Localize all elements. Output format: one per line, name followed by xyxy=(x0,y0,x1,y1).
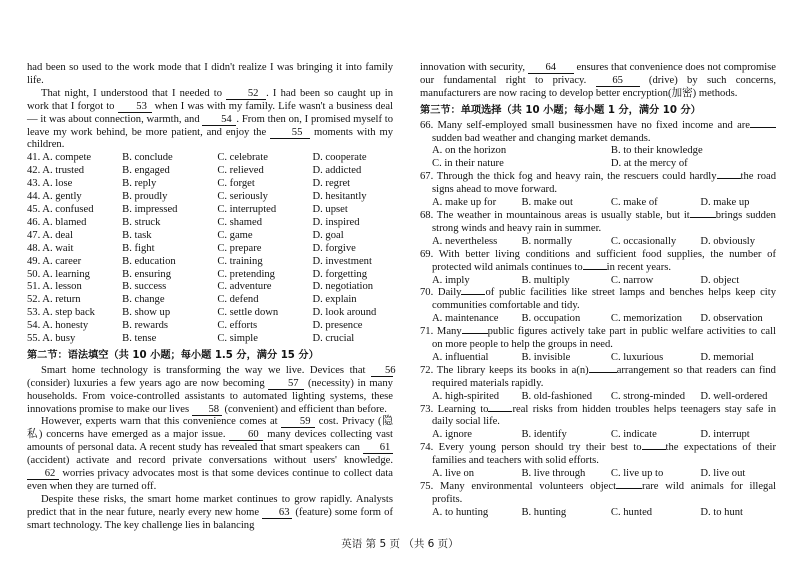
answer-blank xyxy=(589,372,617,373)
option-row-49 xyxy=(27,256,393,269)
option-row-55 xyxy=(27,333,393,346)
option: 52. A. return xyxy=(27,294,81,306)
blank-56: 56 xyxy=(371,366,393,377)
text: Smart home technology is transforming the way we live. Devices that xyxy=(41,364,366,376)
option: D. hesitantly xyxy=(312,191,367,203)
option: B. struck xyxy=(122,216,161,228)
option-row-54 xyxy=(27,320,393,333)
option-row-46 xyxy=(27,217,393,230)
text: (convenient) and efficient than before. xyxy=(224,403,387,415)
option: A. ignore xyxy=(432,429,473,441)
grammar-paragraph-2 xyxy=(27,416,393,493)
option: C. memorization xyxy=(610,313,683,325)
text: 71. Many xyxy=(420,326,462,338)
option: B. impressed xyxy=(122,203,178,215)
option-row-52 xyxy=(27,294,393,307)
question-stem xyxy=(420,287,776,313)
question-73 xyxy=(420,404,776,443)
right-column xyxy=(420,62,776,520)
option: C. strong-minded xyxy=(610,390,686,402)
option: B. identify xyxy=(521,429,567,441)
option: D. regret xyxy=(312,178,351,190)
option: C. prepare xyxy=(217,242,262,254)
text: 66. Many self-employed small businessmen have no fixed income and are xyxy=(420,119,750,131)
text: public figures actively take part in public welfare activities to call on more people to help the groups in need. xyxy=(432,326,776,351)
option: 43. A. lose xyxy=(27,178,73,190)
text: in recent years. xyxy=(606,261,672,273)
blank-65: 65 xyxy=(596,76,640,87)
answer-blank xyxy=(750,127,776,128)
blank-54: 54 xyxy=(202,115,236,126)
blank-64: 64 xyxy=(528,63,574,74)
question-stem xyxy=(420,481,776,507)
option: A. maintenance xyxy=(432,313,499,325)
option: C. seriously xyxy=(217,191,268,203)
option: 49. A. career xyxy=(27,255,82,267)
option: A. live on xyxy=(432,468,475,480)
question-67 xyxy=(420,171,776,210)
option: C. shamed xyxy=(217,216,263,228)
question-66 xyxy=(420,120,776,172)
option: D. explain xyxy=(312,294,357,306)
option: C. settle down xyxy=(217,307,279,319)
question-71 xyxy=(420,326,776,365)
blank-55: 55 xyxy=(270,128,310,139)
option: D. object xyxy=(700,274,740,286)
question-stem xyxy=(420,210,776,236)
grammar-paragraph-continued xyxy=(420,62,776,101)
option: 50. A. learning xyxy=(27,268,90,280)
text: Despite these risks, the smart home market continues to grow rapidly. Analysts predict that in the near future, nearly every new home xyxy=(27,493,393,518)
section-2-title: 第二节：语法填空（共 10 小题；每小题 1.5 分，满分 15 分） xyxy=(27,349,319,361)
question-stem xyxy=(420,171,776,197)
question-69 xyxy=(420,249,776,288)
option: B. to their knowledge xyxy=(610,145,703,157)
option: D. negotiation xyxy=(312,281,374,293)
question-stem xyxy=(420,120,776,146)
option: B. rewards xyxy=(122,320,169,332)
cloze-paragraph xyxy=(27,88,393,153)
option: C. efforts xyxy=(217,320,258,332)
option: C. defend xyxy=(217,294,259,306)
option: D. memorial xyxy=(700,351,754,363)
option: B. old-fashioned xyxy=(521,390,593,402)
grammar-paragraph-3 xyxy=(27,494,393,533)
option: 55. A. busy xyxy=(27,333,76,345)
option: 46. A. blamed xyxy=(27,216,87,228)
option: C. occasionally xyxy=(610,235,677,247)
option: C. simple xyxy=(217,333,258,345)
blank-58: 58 xyxy=(192,405,222,416)
option: B. conclude xyxy=(122,152,173,164)
text: 67. Through the thick fog and heavy rain, the rescuers could hardly xyxy=(420,171,717,183)
text: of public facilities like street lamps and benches helps keep city communities comfortable and tidy. xyxy=(432,287,776,312)
options xyxy=(420,507,776,520)
options xyxy=(420,391,776,404)
option: D. live out xyxy=(700,468,746,480)
option: C. interrupted xyxy=(217,203,277,215)
answer-blank xyxy=(462,333,488,334)
option-row-42 xyxy=(27,165,393,178)
option: B. success xyxy=(122,281,167,293)
option: B. education xyxy=(122,255,176,267)
text: 74. Every young person should try their best to xyxy=(420,442,642,454)
option: D. upset xyxy=(312,203,348,215)
blank-63: 63 xyxy=(262,508,292,519)
option: 42. A. trusted xyxy=(27,165,85,177)
option: D. cooperate xyxy=(312,152,367,164)
text: . I had been so caught up in work that I forgot to xyxy=(27,87,393,112)
option: D. observation xyxy=(700,313,763,325)
text: many devices collecting vast amounts of personal data. A recent study has revealed that smart speakers can xyxy=(27,429,393,454)
option: B. multiply xyxy=(521,274,570,286)
option: A. high-spirited xyxy=(432,390,500,402)
option: C. training xyxy=(217,255,263,267)
option: C. pretending xyxy=(217,268,275,280)
blank-62: 62 xyxy=(27,469,59,480)
answer-blank xyxy=(717,178,741,179)
option: B. live through xyxy=(521,468,586,480)
text: the expectations of their families and teachers with solid efforts. xyxy=(432,442,776,467)
option: C. celebrate xyxy=(217,152,268,164)
text: (drive) by such concerns, manufacturers are now racing to develop better encryption(加密) methods. xyxy=(420,74,776,99)
option: A. on the horizon xyxy=(432,145,507,157)
blank-60: 60 xyxy=(229,430,263,441)
answer-blank xyxy=(616,488,642,489)
option: C. in their nature xyxy=(432,158,504,170)
option: 44. A. gently xyxy=(27,191,82,203)
text: 69. With better living conditions and sufficient food supplies, the number of protected wild animals continues to xyxy=(420,248,776,273)
option: B. tense xyxy=(122,333,157,345)
option-row-48 xyxy=(27,243,393,256)
text: moments with my children. xyxy=(27,126,393,151)
option: C. make of xyxy=(610,197,658,209)
option: B. task xyxy=(122,229,152,241)
option: B. fight xyxy=(122,242,155,254)
text: the road signs ahead to move forward. xyxy=(432,171,776,196)
text: That night, I understood that I needed to xyxy=(41,87,222,99)
text: (feature) some form of smart technology. The key challenge lies in balancing xyxy=(27,506,393,531)
option: 47. A. deal xyxy=(27,229,73,241)
text: real risks from hidden troubles helps teenagers stay safe in daily social life. xyxy=(432,403,776,428)
options xyxy=(420,352,776,365)
text: 73. Learning to xyxy=(420,403,489,415)
option: C. hunted xyxy=(610,506,653,518)
option-row-45 xyxy=(27,204,393,217)
option: D. goal xyxy=(312,229,344,241)
question-stem xyxy=(420,442,776,468)
option-row-50 xyxy=(27,269,393,282)
cloze-options xyxy=(27,152,393,346)
option: A. imply xyxy=(432,274,470,286)
text: 75. Many environmental volunteers object xyxy=(420,481,617,492)
blank-52: 52 xyxy=(226,89,266,100)
option: B. hunting xyxy=(521,506,567,518)
grammar-paragraph-1 xyxy=(27,364,396,417)
option: D. investment xyxy=(312,255,372,267)
option: D. well-ordered xyxy=(700,390,768,402)
option: D. presence xyxy=(312,320,363,332)
text: rare wild animals for illegal profits. xyxy=(432,481,776,505)
option: A. influential xyxy=(432,351,489,363)
question-stem xyxy=(420,326,776,352)
text: ensures that convenience does not compromise our fundamental right to privacy. xyxy=(420,62,776,86)
answer-blank xyxy=(488,411,512,412)
option: C. relieved xyxy=(217,165,264,177)
option: D. crucial xyxy=(312,333,355,345)
blank-53: 53 xyxy=(118,102,152,113)
options xyxy=(420,145,776,158)
option: D. interrupt xyxy=(700,429,750,441)
option: B. change xyxy=(122,294,165,306)
text: 70. Daily xyxy=(420,287,462,299)
answer-blank xyxy=(642,449,666,450)
options xyxy=(420,197,776,210)
left-column xyxy=(27,62,396,533)
option: B. reply xyxy=(122,178,157,190)
option: D. make up xyxy=(700,197,750,209)
text: sudden bad weather and changing market demands. xyxy=(432,132,651,144)
option: C. adventure xyxy=(217,281,272,293)
option: C. narrow xyxy=(610,274,654,286)
option: A. nevertheless xyxy=(432,235,498,247)
question-stem xyxy=(420,365,776,391)
option: D. obviously xyxy=(700,235,756,247)
text: 68. The weather in mountainous areas is usually stable, but it xyxy=(420,209,690,221)
question-75 xyxy=(420,481,776,520)
option: D. inspired xyxy=(312,216,360,228)
option: B. occupation xyxy=(521,313,581,325)
question-stem xyxy=(420,404,776,430)
text: when I was with my family. Life wasn't a business deal — it was about connection, warmth, and xyxy=(27,100,394,125)
options xyxy=(420,313,776,326)
text: However, experts warn that this convenience comes at xyxy=(41,416,278,428)
option: C. indicate xyxy=(610,429,657,441)
question-74 xyxy=(420,442,776,481)
option: D. to hunt xyxy=(700,506,743,518)
option: B. ensuring xyxy=(122,268,172,280)
question-72 xyxy=(420,365,776,404)
option: D. at the mercy of xyxy=(610,158,688,170)
option: D. forgetting xyxy=(312,268,367,280)
option: B. make out xyxy=(521,197,573,209)
text: arrangement so that readers can find required materials rapidly. xyxy=(432,364,776,389)
question-68 xyxy=(420,210,776,249)
option: 51. A. lesson xyxy=(27,281,82,293)
option: B. proudly xyxy=(122,191,168,203)
question-stem xyxy=(420,249,776,275)
option: B. invisible xyxy=(521,351,571,363)
option-row-51 xyxy=(27,281,393,294)
option-row-53 xyxy=(27,307,393,320)
options xyxy=(420,236,776,249)
option-row-44 xyxy=(27,191,393,204)
blank-59: 59 xyxy=(281,417,315,428)
option-row-43 xyxy=(27,178,393,191)
options xyxy=(420,275,776,288)
text: cost. Privacy (隐私) concerns have emerged as a major issue. xyxy=(27,416,394,441)
option: C. game xyxy=(217,229,253,241)
option: B. normally xyxy=(521,235,573,247)
text: innovation with security, xyxy=(420,62,526,73)
text: (necessity) in many households. From voice-controlled assistants to automated lighting systems, these innovations promise to make our lives xyxy=(27,377,393,415)
option-row-47 xyxy=(27,230,393,243)
option: 48. A. wait xyxy=(27,242,74,254)
text: (accident) activate and record private conversations without users' knowledge. xyxy=(27,455,393,467)
options xyxy=(420,429,776,442)
option: A. to hunting xyxy=(432,506,489,518)
page-footer: 英语 第 5 页 （共 6 页） xyxy=(341,538,459,550)
option: 41. A. compete xyxy=(27,152,92,164)
option-row-41 xyxy=(27,152,393,165)
option: C. live up to xyxy=(610,468,664,480)
option: 53. A. step back xyxy=(27,307,95,319)
question-70 xyxy=(420,287,776,326)
option: B. engaged xyxy=(122,165,170,177)
text: (consider) luxuries a few years ago are now becoming xyxy=(27,377,265,389)
answer-blank xyxy=(583,269,607,270)
text: worries privacy advocates most is that some devices continue to collect data even when they are turned off. xyxy=(27,468,393,492)
options xyxy=(420,468,776,481)
option: C. forget xyxy=(217,178,255,190)
answer-blank xyxy=(461,294,485,295)
text: 72. The library keeps its books in a(n) xyxy=(420,364,589,376)
option: D. addicted xyxy=(312,165,362,177)
answer-blank xyxy=(690,217,716,218)
option: B. show up xyxy=(122,307,171,319)
option: 45. A. confused xyxy=(27,203,94,215)
option: 54. A. honesty xyxy=(27,320,89,332)
text: . From then on, I promised myself to leave my work behind, be more patient, and enjoy the xyxy=(27,113,394,138)
option: D. forgive xyxy=(312,242,356,254)
section-3-title: 第三节：单项选择（共 10 小题；每小题 1 分，满分 10 分） xyxy=(420,104,701,116)
blank-57: 57 xyxy=(268,379,304,390)
text: brings sudden strong winds and heavy rain in summer. xyxy=(432,209,776,234)
option: A. make up for xyxy=(432,197,497,209)
options xyxy=(420,158,776,171)
option: C. luxurious xyxy=(610,351,664,363)
option: D. look around xyxy=(312,307,377,319)
reading-continuation: had been so used to the work mode that I didn't realize I was bringing it into family life. xyxy=(27,62,393,86)
blank-61: 61 xyxy=(363,443,393,454)
